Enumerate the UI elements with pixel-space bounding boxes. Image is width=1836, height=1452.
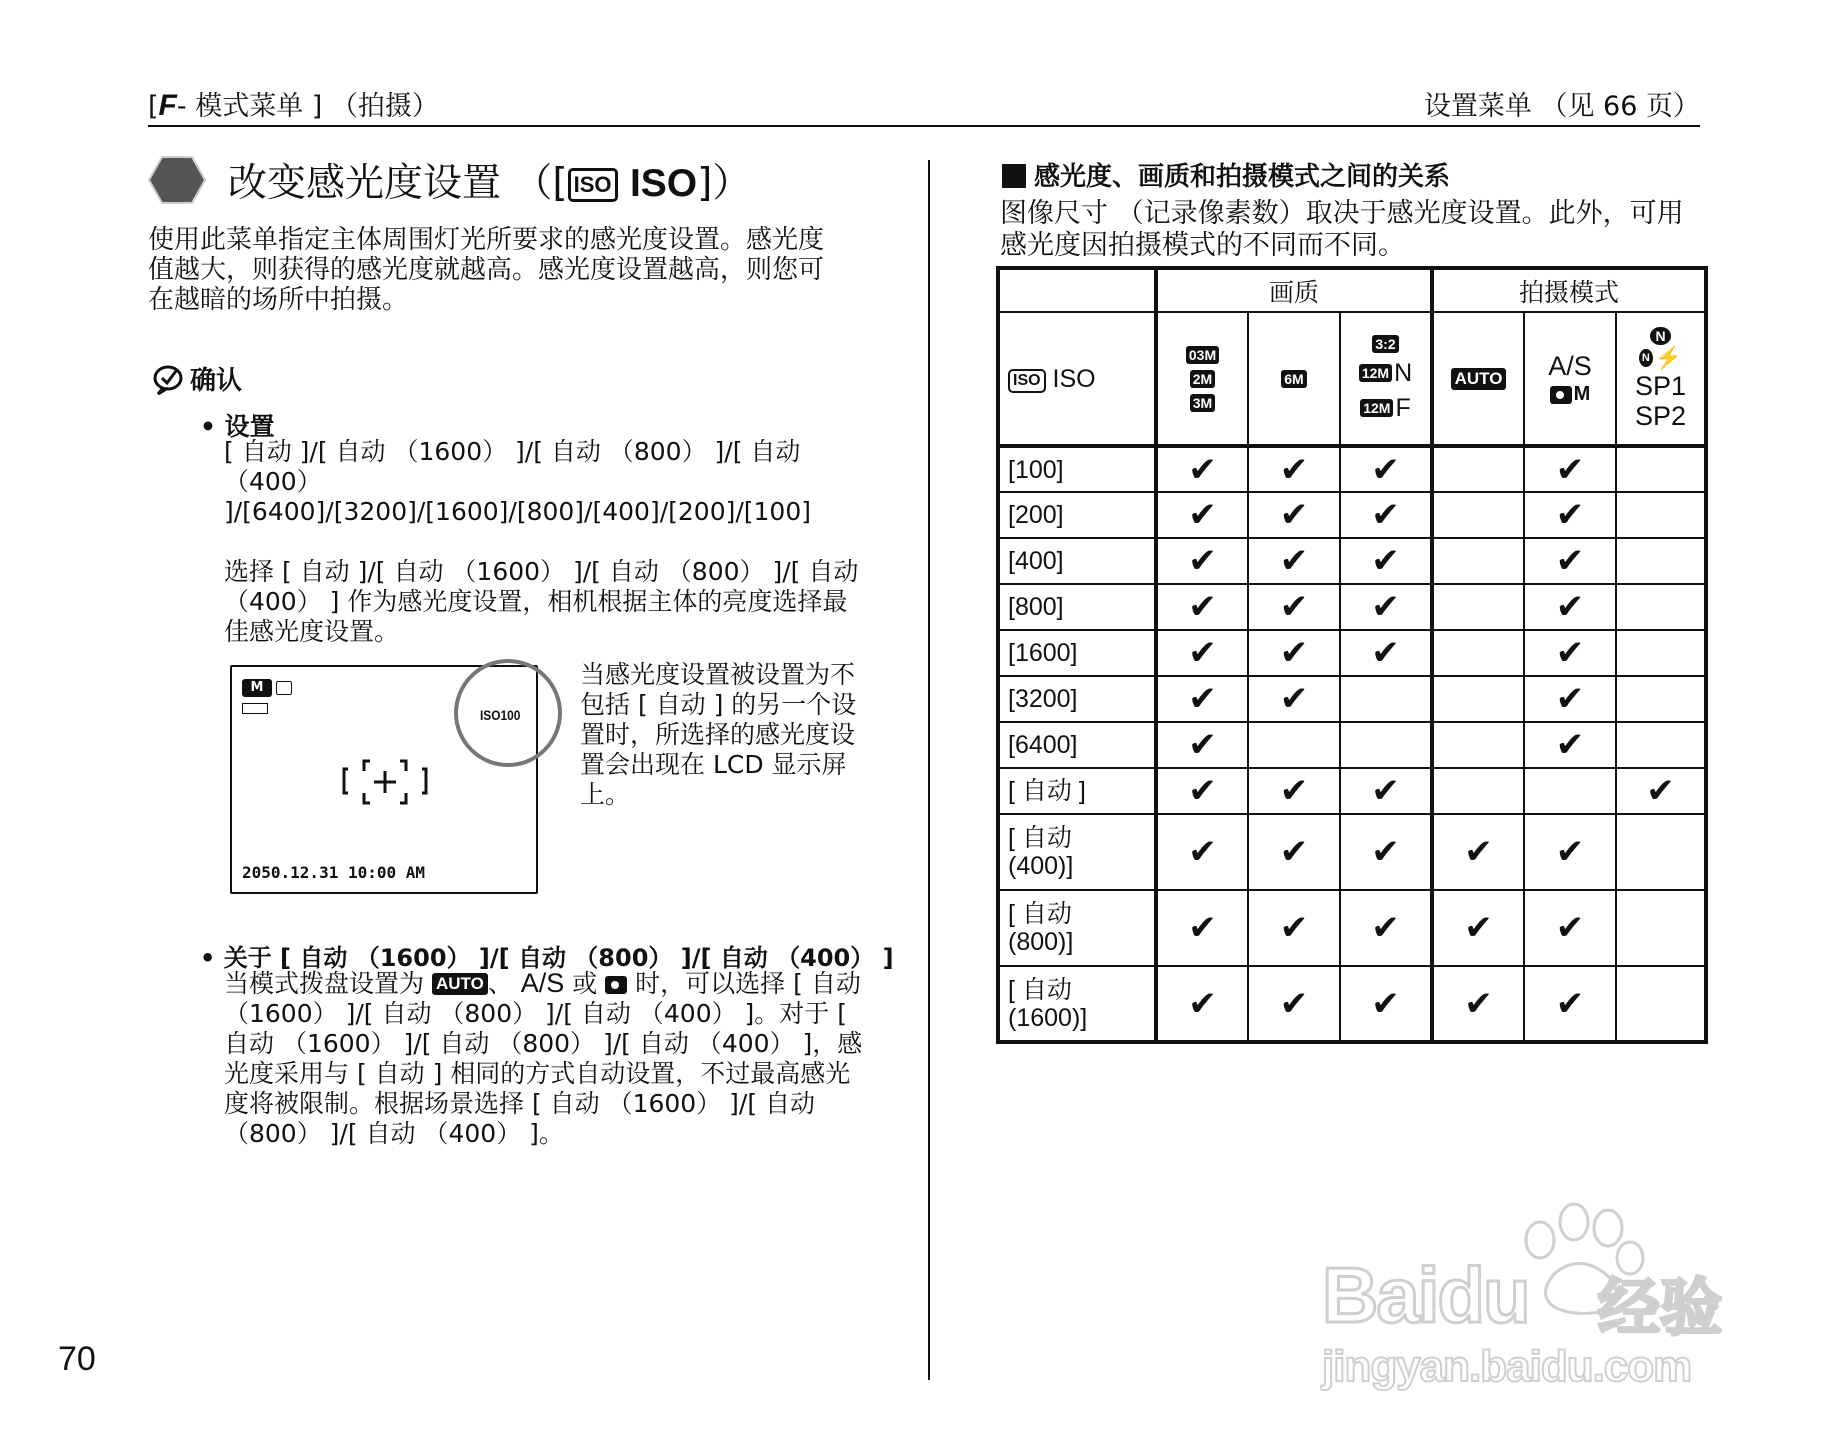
check-mark-icon: ✔: [1279, 541, 1309, 581]
lcd-screen-illustration: [230, 665, 538, 894]
table-cell: [1524, 492, 1616, 538]
table-cell: [1524, 584, 1616, 630]
table-cell: [1432, 492, 1524, 538]
table-header-q3: 3:2 12M N 12M F: [1340, 312, 1432, 446]
table-cell: [1432, 768, 1524, 814]
table-header-q1: [1156, 312, 1248, 446]
table-row: [998, 492, 1706, 538]
relation-heading: 感光度、画质和拍摄模式之间的关系: [1002, 156, 1450, 193]
watermark-url: jingyan.baidu.com: [1322, 1342, 1692, 1391]
table-cell: [1524, 814, 1616, 890]
check-mark-icon: ✔: [1188, 633, 1217, 673]
table-cell: [1248, 722, 1340, 768]
check-mark-icon: ✔: [1188, 983, 1217, 1024]
check-mark-icon: ✔: [1371, 908, 1400, 948]
camera-manual-icon: [605, 976, 627, 994]
row-iso-label: [800]: [998, 584, 1156, 630]
section-title: 改变感光度设置 （[ ISO ISO]）: [228, 161, 752, 206]
table-cell: [1524, 890, 1616, 966]
check-mark-icon: ✔: [1371, 449, 1400, 490]
check-mark-icon: ✔: [1188, 587, 1217, 627]
table-cell: [1432, 890, 1524, 966]
table-header-quality: 画质: [1156, 268, 1432, 312]
row-iso-label: [ 自动 (1600)]: [998, 966, 1156, 1042]
table-row: [998, 814, 1706, 890]
square-bullet-icon: [1002, 164, 1026, 188]
table-cell: [1340, 538, 1432, 584]
header-breadcrumb: [F- 模式菜单 ] （拍摄）: [148, 89, 439, 122]
af-frame-icon: [342, 757, 428, 807]
camera-mode-icon: M: [242, 679, 272, 697]
ratio-3-2-icon: 3:2: [1372, 335, 1398, 353]
camera-manual-icon: [1550, 386, 1572, 404]
table-header-m1: [1432, 312, 1524, 446]
about-heading: • 关于 [ 自动 （1600） ]/[ 自动 （800） ]/[ 自动 （400） ]: [200, 944, 894, 972]
table-cell: [1432, 676, 1524, 722]
size-2m-icon: 2M: [1190, 370, 1215, 388]
intro-text: 使用此菜单指定主体周围灯光所要求的感光度设置。感光度值越大，则获得的感光度就越高。感光度设置越高，则您可在越暗的场所中拍摄。: [148, 225, 825, 315]
table-cell: [1432, 630, 1524, 676]
row-iso-label: [1600]: [998, 630, 1156, 676]
about-text: 当模式拨盘设置为 AUTO 、 A/S 或 时，可以选择 [ 自动 （1600） ]/[ 自动 （800） ]/[ 自动 （400） ]。对于 [ 自动 （1600） ]/[ 自动 （800） ]/[ 自动 （400） ]，感光度采用与 [ 自动 ] 相同的方式自动设置，不过最高感光度将被限制。根据场景选择 [ 自动 （1600） ]/[ 自动 （800） ]/[ 自动 （400） ]。: [224, 968, 863, 1148]
table-body: [998, 446, 1706, 1042]
check-mark-icon: ✔: [1464, 832, 1493, 872]
check-mark-icon: ✔: [1188, 495, 1217, 535]
natural-light-icon: N: [1650, 327, 1670, 345]
check-mark-icon: ✔: [1279, 633, 1309, 673]
table-cell: [1340, 814, 1432, 890]
table-header-m3: N N ⚡ SP1 SP2: [1616, 312, 1706, 446]
table-row: [998, 890, 1706, 966]
check-mark-icon: ✔: [1555, 495, 1585, 535]
table-corner-cell: [998, 268, 1156, 312]
row-iso-label: [ 自动 (400)]: [998, 814, 1156, 890]
table-cell: [1524, 768, 1616, 814]
check-mark-icon: ✔: [1555, 587, 1585, 627]
table-cell: [1616, 676, 1706, 722]
table-cell: [1248, 584, 1340, 630]
check-mark-icon: ✔: [1555, 908, 1585, 948]
table-cell: [1340, 890, 1432, 966]
check-mark-icon: ✔: [1371, 541, 1400, 581]
table-cell: [1616, 814, 1706, 890]
table-cell: [1432, 722, 1524, 768]
iso-badge-icon: ISO: [1008, 369, 1046, 393]
table-row: [998, 446, 1706, 492]
table-cell: [1248, 814, 1340, 890]
table-header-q2: [1248, 312, 1340, 446]
size-3m-icon: 3M: [1190, 394, 1215, 412]
table-header-iso: ISO ISO: [998, 312, 1156, 446]
table-cell: [1616, 768, 1706, 814]
battery-icon: [242, 703, 268, 714]
table-cell: [1156, 890, 1248, 966]
check-mark-icon: ✔: [1371, 587, 1400, 627]
table-cell: [1248, 890, 1340, 966]
page-number: 70: [58, 1340, 96, 1378]
table-cell: [1616, 584, 1706, 630]
check-mark-icon: ✔: [1279, 771, 1309, 811]
table-row: [998, 722, 1706, 768]
table-cell: [1248, 966, 1340, 1042]
check-mark-icon: ✔: [1188, 908, 1217, 948]
iso-relation-table: [996, 266, 1708, 1044]
table-cell: [1156, 538, 1248, 584]
table-cell: [1156, 676, 1248, 722]
metering-icon: [276, 681, 292, 695]
relation-text: 图像尺寸 （记录像素数）取决于感光度设置。此外，可用感光度因拍摄模式的不同而不同。: [1000, 198, 1684, 261]
check-mark-icon: ✔: [1464, 908, 1493, 948]
table-cell: [1248, 676, 1340, 722]
table-row: [998, 584, 1706, 630]
flash-icon: ⚡: [1654, 344, 1683, 370]
table-cell: [1524, 446, 1616, 492]
check-mark-icon: ✔: [1371, 633, 1400, 673]
row-iso-label: [200]: [998, 492, 1156, 538]
table-cell: [1340, 676, 1432, 722]
f-mode-icon: F: [158, 89, 177, 122]
header-divider: [148, 125, 1700, 127]
table-cell: [1616, 890, 1706, 966]
table-cell: [1340, 446, 1432, 492]
table-cell: [1248, 768, 1340, 814]
table-cell: [1156, 814, 1248, 890]
row-iso-label: [ 自动 ]: [998, 768, 1156, 814]
size-03m-icon: 03M: [1186, 346, 1219, 364]
table-row: [998, 966, 1706, 1042]
watermark-cn: 经验: [1598, 1271, 1723, 1344]
lcd-datetime: 2050.12.31 10:00 AM: [242, 863, 426, 882]
table-cell: [1524, 676, 1616, 722]
check-mark-icon: ✔: [1646, 771, 1675, 811]
lcd-iso-readout: ISO100: [480, 707, 521, 723]
table-cell: [1156, 966, 1248, 1042]
iso-badge-icon: ISO: [568, 168, 618, 202]
row-iso-label: [6400]: [998, 722, 1156, 768]
table-cell: [1616, 630, 1706, 676]
check-mark-icon: ✔: [1555, 832, 1585, 872]
table-cell: [1156, 722, 1248, 768]
table-cell: [1340, 722, 1432, 768]
header-right-reference: 设置菜单 （见 66 页）: [1423, 91, 1700, 122]
check-mark-icon: ✔: [1555, 983, 1585, 1024]
row-iso-label: [100]: [998, 446, 1156, 492]
table-cell: [1524, 538, 1616, 584]
table-cell: [1432, 814, 1524, 890]
table-cell: [1156, 446, 1248, 492]
check-mark-icon: ✔: [1188, 771, 1217, 811]
auto-mode-icon: AUTO: [1451, 368, 1507, 390]
auto-mode-icon: AUTO: [432, 973, 488, 995]
table-cell: [1156, 492, 1248, 538]
table-cell: [1616, 722, 1706, 768]
check-mark-icon: ✔: [1279, 679, 1309, 719]
table-cell: [1432, 966, 1524, 1042]
table-cell: [1156, 768, 1248, 814]
check-mark-icon: ✔: [1279, 832, 1309, 872]
check-mark-icon: ✔: [1188, 541, 1217, 581]
check-mark-icon: ✔: [1279, 449, 1309, 490]
table-cell: [1340, 630, 1432, 676]
table-cell: [1156, 584, 1248, 630]
check-mark-icon: ✔: [1555, 725, 1585, 765]
size-6m-icon: 6M: [1281, 370, 1306, 388]
table-cell: [1248, 446, 1340, 492]
as-mode-label: A/S: [520, 968, 565, 998]
confirm-heading: 确认: [152, 360, 242, 397]
check-mark-icon: ✔: [1464, 983, 1493, 1024]
row-iso-label: [ 自动 (800)]: [998, 890, 1156, 966]
column-divider: [928, 160, 930, 1380]
table-row: [998, 630, 1706, 676]
check-mark-icon: ✔: [1188, 832, 1217, 872]
row-iso-label: [3200]: [998, 676, 1156, 722]
check-mark-icon: ✔: [1371, 832, 1400, 872]
table-header-m2: A/S M: [1524, 312, 1616, 446]
table-cell: [1248, 538, 1340, 584]
size-12m-icon: 12M: [1360, 399, 1393, 417]
settings-label: • 设置: [200, 412, 275, 441]
check-mark-icon: ✔: [1371, 983, 1400, 1024]
settings-values: [ 自动 ]/[ 自动 （1600） ]/[ 自动 （800） ]/[ 自动 （400） ]/[6400]/[3200]/[1600]/[800]/[400]/[200]/[100]: [224, 437, 811, 526]
table-cell: [1524, 966, 1616, 1042]
table-cell: [1616, 538, 1706, 584]
watermark-brand: Baidu: [1322, 1251, 1529, 1339]
table-cell: [1616, 446, 1706, 492]
table-cell: [1432, 538, 1524, 584]
check-mark-icon: ✔: [1555, 679, 1585, 719]
check-mark-icon: ✔: [1279, 587, 1309, 627]
check-mark-icon: ✔: [1279, 495, 1309, 535]
table-cell: [1616, 966, 1706, 1042]
table-cell: [1340, 966, 1432, 1042]
table-cell: [1432, 446, 1524, 492]
check-mark-icon: ✔: [1279, 908, 1309, 948]
check-mark-icon: ✔: [1188, 449, 1217, 490]
table-cell: [1524, 722, 1616, 768]
table-cell: [1432, 584, 1524, 630]
table-cell: [1340, 768, 1432, 814]
check-mark-icon: ✔: [1371, 771, 1400, 811]
auto-note: 选择 [ 自动 ]/[ 自动 （1600） ]/[ 自动 （800） ]/[ 自动 （400） ] 作为感光度设置，相机根据主体的亮度选择最佳感光度设置。: [224, 557, 859, 646]
table-cell: [1340, 492, 1432, 538]
table-cell: [1156, 630, 1248, 676]
table-cell: [1248, 492, 1340, 538]
check-mark-icon: ✔: [1555, 541, 1585, 581]
section-hexagon-icon: [148, 155, 206, 205]
table-row: [998, 768, 1706, 814]
size-12m-icon: 12M: [1359, 364, 1392, 382]
natural-flash-icon: N: [1639, 349, 1653, 367]
check-mark-icon: ✔: [1371, 495, 1400, 535]
check-mark-icon: ✔: [1555, 449, 1585, 490]
row-iso-label: [400]: [998, 538, 1156, 584]
table-cell: [1524, 630, 1616, 676]
check-mark-icon: ✔: [1188, 725, 1217, 765]
table-cell: [1616, 492, 1706, 538]
table-cell: [1340, 584, 1432, 630]
table-row: [998, 676, 1706, 722]
check-bubble-icon: [152, 365, 184, 395]
check-mark-icon: ✔: [1188, 679, 1217, 719]
table-header-mode: 拍摄模式: [1432, 268, 1706, 312]
lcd-note: 当感光度设置被设置为不包括 [ 自动 ] 的另一个设置时，所选择的感光度设置会出现在 LCD 显示屏上。: [580, 660, 857, 809]
table-row: [998, 538, 1706, 584]
table-cell: [1248, 630, 1340, 676]
check-mark-icon: ✔: [1279, 983, 1309, 1024]
check-mark-icon: ✔: [1555, 633, 1585, 673]
